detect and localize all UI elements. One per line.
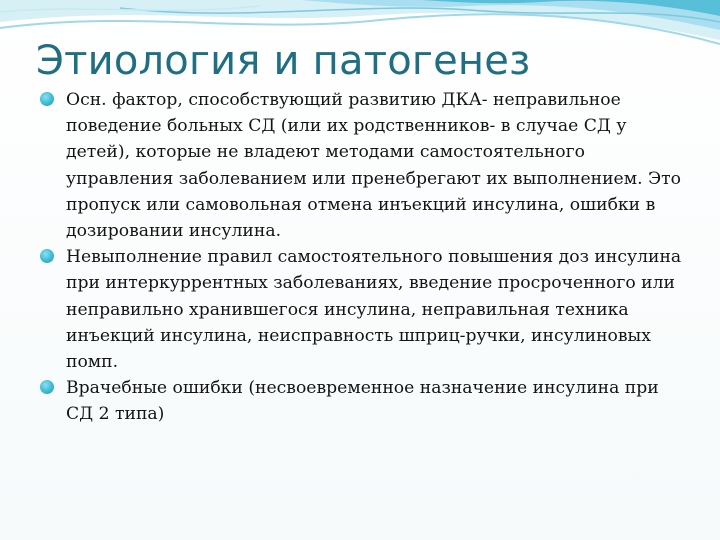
bullet-dot-icon	[40, 249, 54, 263]
slide-title: Этиология и патогенез	[36, 38, 531, 84]
bullet-item	[40, 87, 690, 244]
bullet-dot-icon	[40, 92, 54, 106]
bullet-list	[40, 87, 690, 428]
bullet-text: Осн. фактор, способствующий развитию ДКА- неправильное поведение больных СД (или их родственников- в случае СД у детей), которые не владеют методами самостоятельного управления заболеванием или пренебрегают их выполнением. Это пропуск или самовольная отмена инъекций инсулина, ошибки в дозировании инсулина.	[66, 90, 682, 242]
bullet-dot-icon	[40, 380, 54, 394]
bullet-text: Невыполнение правил самостоятельного повышения доз инсулина при интеркуррентных заболеваниях, введение просроченного или неправильно хранившегося инсулина, неправильная техника инъекций инсулина, неисправность шприц-ручки, инсулиновых помп.	[66, 247, 682, 373]
bullet-text: Врачебные ошибки (несвоевременное назначение инсулина при СД 2 типа)	[66, 378, 659, 425]
bullet-item	[40, 244, 690, 375]
bullet-item	[40, 375, 690, 427]
